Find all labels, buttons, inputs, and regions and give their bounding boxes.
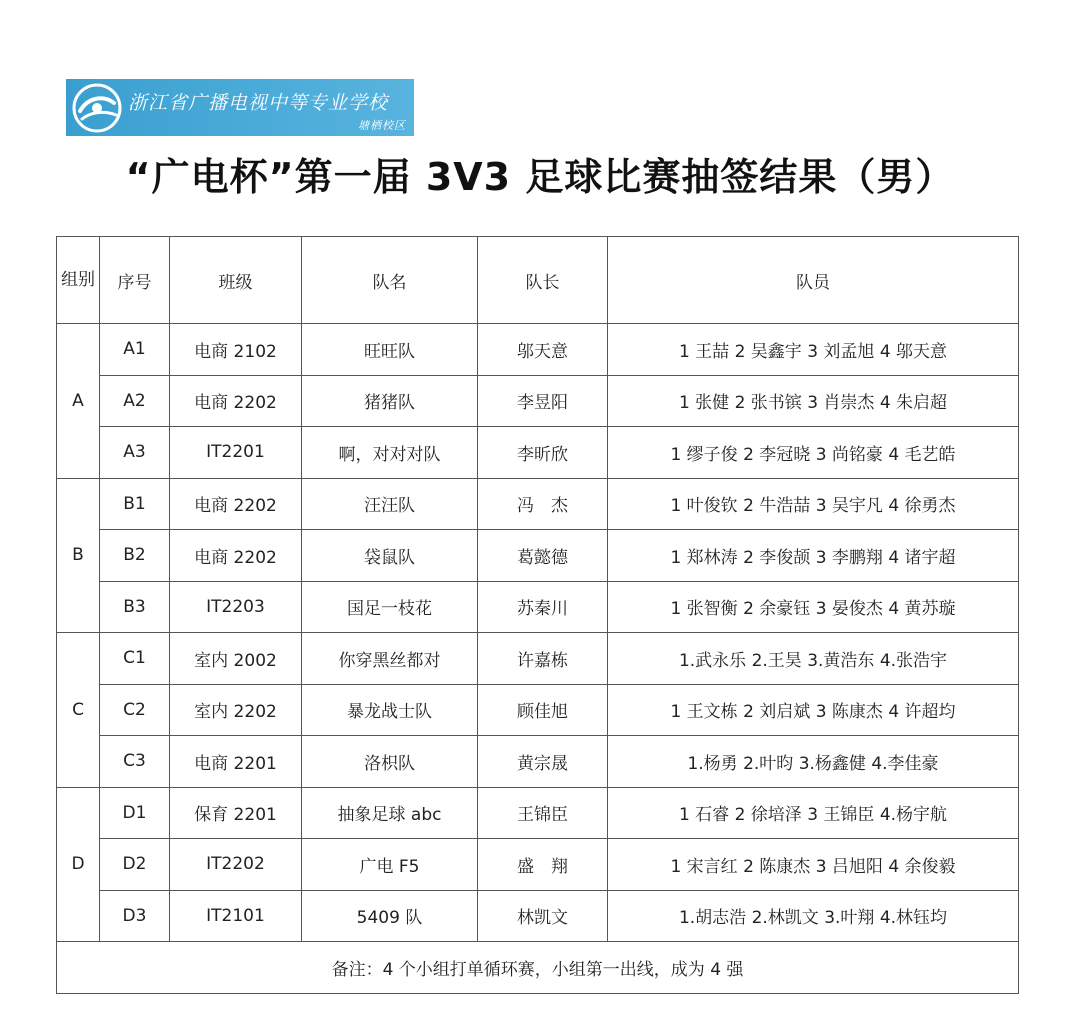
team-number: B3 [100,581,170,633]
team-name: 旺旺队 [302,324,478,376]
team-number: D1 [100,787,170,839]
team-members: 1 王喆 2 吴鑫宇 3 刘孟旭 4 邬天意 [608,324,1019,376]
team-name: 洛枳队 [302,736,478,788]
team-class: 电商 2202 [170,530,302,582]
column-header-team-name: 队名 [302,237,478,324]
table-row [57,478,1019,530]
team-name: 啊，对对对队 [302,427,478,479]
team-number: D2 [100,839,170,891]
table-row [57,581,1019,633]
logo-campus-name: 塘栖校区 [358,119,406,132]
table-note: 备注：4 个小组打单循环赛，小组第一出线，成为 4 强 [57,942,1019,994]
team-members: 1 张智衡 2 余豪钰 3 晏俊杰 4 黄苏璇 [608,581,1019,633]
column-header-class: 班级 [170,237,302,324]
column-header-members: 队员 [608,237,1019,324]
team-members: 1 张健 2 张书镔 3 肖崇杰 4 朱启超 [608,375,1019,427]
group-label: C [57,633,100,788]
team-members: 1 叶俊钦 2 牛浩喆 3 吴宇凡 4 徐勇杰 [608,478,1019,530]
team-members: 1 缪子俊 2 李冠晓 3 尚铭豪 4 毛艺皓 [608,427,1019,479]
team-number: C2 [100,684,170,736]
team-name: 抽象足球 abc [302,787,478,839]
table-row [57,324,1019,376]
team-members: 1 石睿 2 徐培泽 3 王锦臣 4.杨宇航 [608,787,1019,839]
table-row [57,839,1019,891]
team-captain: 王锦臣 [478,787,608,839]
team-captain: 苏秦川 [478,581,608,633]
table-row [57,375,1019,427]
team-number: C3 [100,736,170,788]
team-members: 1 宋言红 2 陈康杰 3 吕旭阳 4 余俊毅 [608,839,1019,891]
team-captain: 葛懿德 [478,530,608,582]
group-label: A [57,324,100,479]
column-header-number: 序号 [100,237,170,324]
team-captain: 顾佳旭 [478,684,608,736]
team-number: B1 [100,478,170,530]
table-row [57,890,1019,942]
team-class: 室内 2202 [170,684,302,736]
team-name: 袋鼠队 [302,530,478,582]
team-members: 1.胡志浩 2.林凯文 3.叶翔 4.林钰均 [608,890,1019,942]
page-title: “广电杯”第一届 3V3 足球比赛抽签结果（男） [125,155,955,199]
team-name: 你穿黑丝都对 [302,633,478,685]
team-class: 电商 2202 [170,375,302,427]
team-class: 室内 2002 [170,633,302,685]
team-members: 1 郑林涛 2 李俊颉 3 李鹏翔 4 诸宇超 [608,530,1019,582]
column-header-group: 组别 [57,237,100,324]
team-number: A1 [100,324,170,376]
team-number: A2 [100,375,170,427]
team-class: 电商 2102 [170,324,302,376]
team-number: B2 [100,530,170,582]
column-header-captain: 队长 [478,237,608,324]
team-captain: 冯 杰 [478,478,608,530]
team-captain: 李昱阳 [478,375,608,427]
school-emblem-icon [70,81,124,135]
table-row [57,530,1019,582]
team-class: 电商 2202 [170,478,302,530]
team-name: 暴龙战士队 [302,684,478,736]
table-row [57,736,1019,788]
team-number: A3 [100,427,170,479]
team-captain: 邬天意 [478,324,608,376]
team-captain: 盛 翔 [478,839,608,891]
table-row [57,633,1019,685]
group-label: D [57,787,100,942]
team-members: 1.武永乐 2.王昊 3.黄浩东 4.张浩宇 [608,633,1019,685]
team-class: IT2101 [170,890,302,942]
team-number: D3 [100,890,170,942]
logo-school-name: 浙江省广播电视中等专业学校 [128,92,389,114]
team-captain: 黄宗晟 [478,736,608,788]
team-captain: 许嘉栋 [478,633,608,685]
team-captain: 林凯文 [478,890,608,942]
team-name: 5409 队 [302,890,478,942]
school-logo-banner [66,79,414,136]
draw-result-table [56,236,1019,994]
team-members: 1.杨勇 2.叶昀 3.杨鑫健 4.李佳豪 [608,736,1019,788]
table-row [57,787,1019,839]
group-label: B [57,478,100,633]
team-name: 猪猪队 [302,375,478,427]
table-note-row [57,942,1019,994]
table-header-row [57,237,1019,324]
team-class: IT2202 [170,839,302,891]
team-class: 保育 2201 [170,787,302,839]
team-name: 国足一枝花 [302,581,478,633]
team-name: 汪汪队 [302,478,478,530]
team-class: IT2203 [170,581,302,633]
team-name: 广电 F5 [302,839,478,891]
team-members: 1 王文栋 2 刘启斌 3 陈康杰 4 许超均 [608,684,1019,736]
team-number: C1 [100,633,170,685]
team-class: 电商 2201 [170,736,302,788]
team-captain: 李昕欣 [478,427,608,479]
table-row [57,684,1019,736]
team-class: IT2201 [170,427,302,479]
table-row [57,427,1019,479]
